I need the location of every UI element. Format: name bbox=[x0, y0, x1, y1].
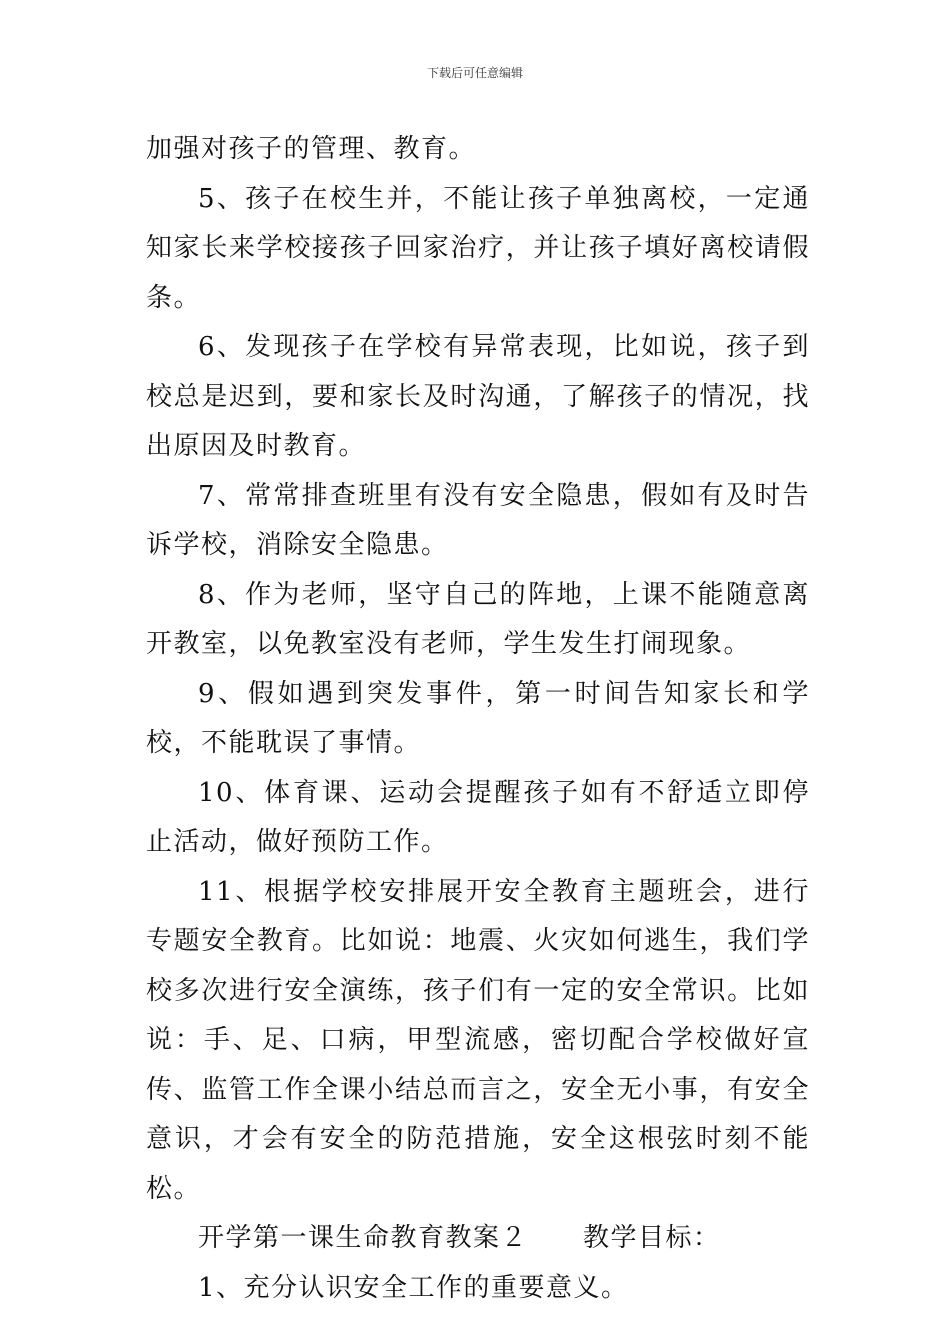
paragraph-objective-1: 1、充分认识安全工作的重要意义。 bbox=[198, 1272, 629, 1303]
paragraph-item-11: 11、根据学校安排展开安全教育主题班会，进行专题安全教育。比如说：地震、火灾如何逃生，我们学校多次进行安全演练，孩子们有一定的安全常识。比如说：手、足、口病，甲型流感，密切配合学校做好宣传、监管工作全课小结总而言之，安全无小事，有安全意识，才会有安全的防范措施，安全这根弦时刻不能松。 bbox=[146, 876, 810, 1204]
paragraph-item-7: 7、常常排查班里有没有安全隐患，假如有及时告诉学校，消除安全隐患。 bbox=[146, 480, 810, 560]
section-heading-lesson-2: 开学第一课生命教育教案２ 教学目标： bbox=[198, 1223, 721, 1253]
paragraph-item-5: 5、孩子在校生并，不能让孩子单独离校，一定通知家长来学校接孩子回家治疗，并让孩子填好离校请假条。 bbox=[146, 183, 810, 313]
paragraph-item-8: 8、作为老师，坚守自己的阵地，上课不能随意离开教室，以免教室没有老师，学生发生打闹现象。 bbox=[146, 579, 810, 659]
paragraph-item-10: 10、体育课、运动会提醒孩子如有不舒适立即停止活动，做好预防工作。 bbox=[146, 777, 810, 857]
document-body bbox=[146, 125, 810, 1313]
page-header-note: 下载后可任意编辑 bbox=[426, 66, 523, 80]
paragraph-continuation: 加强对孩子的管理、教育。 bbox=[146, 134, 477, 164]
paragraph-item-9: 9、假如遇到突发事件，第一时间告知家长和学校，不能耽误了事情。 bbox=[146, 678, 810, 758]
paragraph-item-6: 6、发现孩子在学校有异常表现，比如说，孩子到校总是迟到，要和家长及时沟通，了解孩子的情况，找出原因及时教育。 bbox=[146, 332, 810, 461]
